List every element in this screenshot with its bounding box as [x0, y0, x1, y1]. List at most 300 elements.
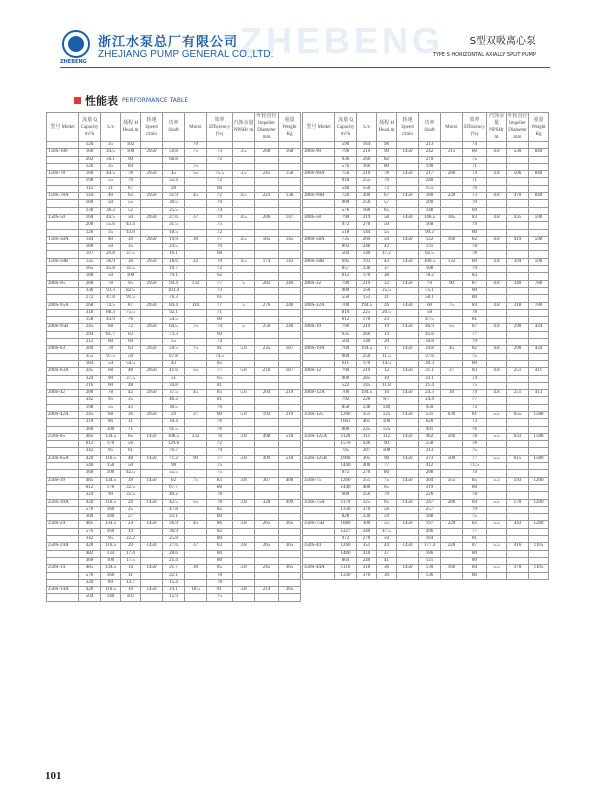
column-header: L/s [101, 113, 121, 142]
table-cell: 310 [357, 565, 377, 572]
table-cell: 30.3 [419, 360, 441, 367]
table-row [303, 236, 549, 243]
table-cell: 125 [377, 426, 397, 433]
table-cell [255, 156, 279, 163]
table-cell: 70 [377, 492, 397, 499]
table-cell: 41 [377, 557, 397, 564]
table-row [47, 455, 301, 462]
table-cell: 81 [463, 536, 487, 543]
table-cell [397, 360, 419, 367]
table-cell: 40 [101, 193, 121, 200]
table-cell [233, 506, 255, 513]
table-cell [487, 200, 507, 207]
model-cell: 300S-58A [303, 236, 335, 243]
table-cell: 108 [377, 448, 397, 455]
table-cell: 80 [463, 572, 487, 579]
table-cell: 1450 [397, 565, 419, 572]
table-cell: 530 [507, 149, 529, 156]
table-row [47, 163, 301, 170]
table-cell [441, 382, 463, 389]
table-cell [255, 142, 279, 149]
table-row [303, 470, 549, 477]
table-cell: 134.5 [101, 565, 121, 572]
table-cell: 37.5 [163, 390, 185, 397]
model-cell: 250S-24 [47, 521, 79, 528]
table-cell: 50 [377, 236, 397, 243]
table-cell: 184 [79, 360, 101, 367]
model-cell: 350S-125 [303, 411, 335, 418]
table-row [303, 368, 549, 375]
table-cell: 1260 [335, 543, 357, 550]
table-cell: 1450 [397, 236, 419, 243]
column-header: 效率 Efficiency (%) [463, 113, 487, 142]
table-cell [255, 273, 279, 280]
table-cell: 160 [441, 565, 463, 572]
table-cell: 522 [335, 382, 357, 389]
table-cell [233, 185, 255, 192]
table-row [47, 543, 301, 550]
table-cell: 206 [419, 528, 441, 535]
table-row [47, 244, 301, 251]
table-cell: 1450 [397, 543, 419, 550]
table-cell: 360 [79, 426, 101, 433]
table-cell: 900 [335, 353, 357, 360]
table-cell: 80 [207, 484, 233, 491]
table-cell: 265 [255, 543, 279, 550]
table-cell: 29.8 [101, 251, 121, 258]
table-cell: 35 [101, 229, 121, 236]
table-cell: 60 [207, 317, 233, 324]
table-cell [279, 572, 301, 579]
table-row [47, 528, 301, 535]
table-cell [141, 251, 163, 258]
table-cell [441, 404, 463, 411]
table-cell: 220 [441, 543, 463, 550]
table-cell: 80 [377, 470, 397, 477]
table-cell [255, 375, 279, 382]
table-cell: 80 [463, 295, 487, 302]
table-cell: 248 [357, 244, 377, 251]
table-cell: 39 [121, 477, 141, 484]
table-cell: 35 [101, 142, 121, 149]
table-cell: 370 [507, 565, 529, 572]
table-cell [507, 382, 529, 389]
table-cell: 576 [79, 506, 101, 513]
table-cell: 50 [121, 463, 141, 470]
table-cell: 282 [255, 280, 279, 287]
table-cell: 21.4 [419, 382, 441, 389]
table-cell: 50 [101, 244, 121, 251]
table-cell: 780 [529, 280, 549, 287]
column-header: 流量 Q Capacity m³/h [79, 113, 101, 142]
table-cell [233, 448, 255, 455]
column-header: L/s [357, 113, 377, 142]
table-cell [185, 594, 207, 601]
table-cell: 55 [377, 521, 397, 528]
table-cell: 5.5 [487, 499, 507, 506]
table-cell [141, 506, 163, 513]
table-cell: 50 [101, 200, 121, 207]
table-row [303, 222, 549, 229]
table-row [47, 207, 301, 214]
table-cell: 367 [255, 477, 279, 484]
table-cell: 8.6 [121, 594, 141, 601]
table-cell: 1450 [141, 543, 163, 550]
table-cell [441, 287, 463, 294]
table-cell: 80 [463, 360, 487, 367]
table-row [303, 448, 549, 455]
table-row [47, 178, 301, 185]
table-cell: 972 [335, 536, 357, 543]
table-cell: 790 [335, 368, 357, 375]
table-cell: 67.8 [163, 353, 185, 360]
table-cell: 1450 [397, 477, 419, 484]
table-cell: 360 [79, 557, 101, 564]
table-cell: 55 [121, 200, 141, 207]
table-cell: 2950 [141, 214, 163, 221]
table-cell: 1588 [529, 433, 549, 440]
table-cell [185, 397, 207, 404]
table-cell: 71 [207, 309, 233, 316]
table-cell [441, 200, 463, 207]
table-cell [233, 375, 255, 382]
table-cell: 132 [185, 433, 207, 440]
table-cell: 74.5 [207, 353, 233, 360]
table-cell: 116.5 [101, 543, 121, 550]
table-cell: 918 [335, 178, 357, 185]
table-cell: 214 [255, 587, 279, 594]
table-cell [141, 360, 163, 367]
table-cell [233, 470, 255, 477]
table-cell [507, 266, 529, 273]
table-cell: 81 [207, 397, 233, 404]
table-cell [141, 382, 163, 389]
table-cell: 170 [357, 273, 377, 280]
table-cell: 153 [357, 295, 377, 302]
table-cell [397, 244, 419, 251]
table-cell: 68 [101, 411, 121, 418]
table-cell: 41.6 [163, 368, 185, 375]
table-cell: 4.8 [487, 214, 507, 221]
table-cell: 36.9 [163, 528, 185, 535]
table-row [303, 324, 549, 331]
model-cell: 300S-58B [303, 258, 335, 265]
model-cell [303, 273, 335, 280]
table-cell: 144 [79, 236, 101, 243]
table-cell [279, 222, 301, 229]
table-cell [233, 309, 255, 316]
table-cell [441, 178, 463, 185]
table-cell: 4.8 [487, 302, 507, 309]
company-logo-icon [62, 30, 90, 58]
table-cell: 140 [357, 339, 377, 346]
table-cell [141, 244, 163, 251]
table-cell [233, 404, 255, 411]
table-cell: 44.5 [101, 214, 121, 221]
table-cell: 76 [207, 419, 233, 426]
table-cell [141, 156, 163, 163]
table-cell [397, 426, 419, 433]
table-cell: 15.9 [163, 594, 185, 601]
table-cell [233, 492, 255, 499]
table-cell [279, 266, 301, 273]
table-cell [141, 557, 163, 564]
table-cell: 31.1 [419, 368, 441, 375]
table-cell: 160 [79, 214, 101, 221]
model-cell [303, 463, 335, 470]
table-cell: 77 [463, 397, 487, 404]
model-cell: 350S-75 [303, 477, 335, 484]
table-cell: 400 [357, 463, 377, 470]
table-cell: 55 [185, 171, 207, 178]
table-cell: 75 [207, 222, 233, 229]
table-row [47, 346, 301, 353]
table-cell [507, 331, 529, 338]
table-cell: 84.4 [163, 302, 185, 309]
table-cell: 100 [101, 426, 121, 433]
table-cell: 204 [255, 390, 279, 397]
table-cell: 219 [357, 324, 377, 331]
table-cell: 82 [463, 346, 487, 353]
table-cell: 434 [529, 346, 549, 353]
table-cell [397, 353, 419, 360]
table-cell: 611 [335, 360, 357, 367]
table-cell: 4.8 [487, 236, 507, 243]
model-cell [47, 463, 79, 470]
table-cell [233, 207, 255, 214]
table-cell: 5.5 [487, 455, 507, 462]
table-cell: 300 [357, 521, 377, 528]
table-cell [441, 470, 463, 477]
table-cell: 72 [377, 185, 397, 192]
table-cell: 1440 [335, 463, 357, 470]
table-cell [185, 178, 207, 185]
table-cell [529, 514, 549, 521]
table-row [303, 419, 549, 426]
table-cell: 90 [185, 455, 207, 462]
table-cell [279, 185, 301, 192]
table-cell [507, 441, 529, 448]
table-cell: 25.8 [163, 536, 185, 543]
table-row [47, 258, 301, 265]
table-cell: 518 [279, 455, 301, 462]
table-cell: 412 [419, 463, 441, 470]
table-cell: 31 [377, 295, 397, 302]
table-cell: 56.1 [101, 156, 121, 163]
table-row [303, 287, 549, 294]
table-cell: 160 [101, 572, 121, 579]
table-cell [207, 163, 233, 170]
table-cell: 235 [255, 346, 279, 353]
table-cell: 78 [121, 171, 141, 178]
table-cell [397, 331, 419, 338]
table-row [303, 185, 549, 192]
table-row [47, 368, 301, 375]
table-cell: 160 [441, 236, 463, 243]
table-cell [507, 514, 529, 521]
table-cell: 160 [101, 528, 121, 535]
table-row [47, 441, 301, 448]
table-cell [487, 550, 507, 557]
table-cell: 36.9 [163, 521, 185, 528]
table-cell: 4.5 [233, 193, 255, 200]
table-row [47, 214, 301, 221]
table-cell: 87 [463, 324, 487, 331]
table-row [47, 375, 301, 382]
table-cell: 43 [121, 404, 141, 411]
table-cell [255, 536, 279, 543]
table-cell [141, 375, 163, 382]
table-cell [185, 528, 207, 535]
table-cell: 78 [463, 251, 487, 258]
table-cell [441, 222, 463, 229]
table-cell: 864 [335, 557, 357, 564]
table-cell [487, 273, 507, 280]
table-cell: 78 [463, 309, 487, 316]
table-cell: 70 [121, 178, 141, 185]
table-cell: 576 [79, 572, 101, 579]
table-cell: 33.1 [419, 375, 441, 382]
model-cell [303, 397, 335, 404]
table-cell: 27.6 [163, 543, 185, 550]
table-cell: 1450 [397, 455, 419, 462]
table-cell [529, 222, 549, 229]
table-cell [279, 229, 301, 236]
table-cell: 840 [529, 171, 549, 178]
table-cell [141, 550, 163, 557]
table-cell: 226 [419, 492, 441, 499]
table-cell [507, 142, 529, 149]
table-cell: 219 [357, 214, 377, 221]
table-cell [279, 251, 301, 258]
table-cell: 48 [121, 368, 141, 375]
table-cell: 5.5 [487, 477, 507, 484]
model-cell [47, 419, 79, 426]
table-cell: 143 [279, 258, 301, 265]
table-row [303, 214, 549, 221]
table-cell: 37.5 [121, 251, 141, 258]
table-cell [233, 382, 255, 389]
table-cell: 17.5 [121, 557, 141, 564]
model-cell [303, 506, 335, 513]
table-cell: 37 [377, 266, 397, 273]
table-cell: 45 [163, 171, 185, 178]
model-cell [47, 506, 79, 513]
table-cell: 695 [335, 258, 357, 265]
table-cell [233, 594, 255, 601]
table-cell: 177.4 [419, 543, 441, 550]
table-cell [233, 266, 255, 273]
table-cell: 33.1 [163, 514, 185, 521]
table-cell [487, 142, 507, 149]
table-cell: 310 [79, 419, 101, 426]
table-cell: 45 [185, 390, 207, 397]
table-cell [397, 484, 419, 491]
table-cell: 491 [419, 426, 441, 433]
table-cell [487, 339, 507, 346]
table-cell: 42 [377, 244, 397, 251]
table-cell: 70 [463, 200, 487, 207]
table-cell [507, 463, 529, 470]
column-header: 功率 Shaft [419, 113, 441, 142]
table-cell: 55.5 [163, 470, 185, 477]
table-cell: 75 [441, 302, 463, 309]
table-cell [141, 142, 163, 149]
table-cell [441, 331, 463, 338]
table-cell: 58 [419, 309, 441, 316]
model-cell: 350S-125B [303, 455, 335, 462]
table-row [303, 455, 549, 462]
table-cell [529, 419, 549, 426]
table-cell: 30 [377, 572, 397, 579]
table-row [47, 185, 301, 192]
table-cell: 31 [101, 185, 121, 192]
table-cell: 342 [79, 536, 101, 543]
table-cell [233, 244, 255, 251]
table-row [303, 514, 549, 521]
table-cell: 87 [463, 543, 487, 550]
table-cell: 170 [101, 484, 121, 491]
table-cell: 78 [101, 346, 121, 353]
table-row [303, 550, 549, 557]
table-cell [141, 200, 163, 207]
table-row [47, 594, 301, 601]
table-cell [141, 331, 163, 338]
model-cell [303, 360, 335, 367]
table-cell: 558 [419, 441, 441, 448]
table-cell: 79 [419, 280, 441, 287]
table-cell: 68.8 [163, 156, 185, 163]
table-cell: 1480 [335, 550, 357, 557]
table-cell: 22.1 [163, 572, 185, 579]
table-cell: 420 [79, 587, 101, 594]
table-cell: 1450 [397, 258, 419, 265]
table-cell: 50 [121, 214, 141, 221]
table-row [47, 463, 301, 470]
table-cell: 82 [207, 506, 233, 513]
table-cell: 108.5 [163, 433, 185, 440]
table-cell: 78 [101, 280, 121, 287]
table-row [303, 492, 549, 499]
table-cell: 4.8 [487, 280, 507, 287]
table-cell [487, 492, 507, 499]
table-cell: 304 [419, 477, 441, 484]
table-cell: 35 [121, 244, 141, 251]
model-cell [303, 550, 335, 557]
table-cell: 27.6 [163, 214, 185, 221]
table-cell: 80 [207, 536, 233, 543]
table-row [303, 331, 549, 338]
table-cell [279, 528, 301, 535]
table-cell [233, 579, 255, 586]
table-cell: 48 [121, 382, 141, 389]
table-row [303, 565, 549, 572]
table-row [303, 463, 549, 470]
table-cell [255, 492, 279, 499]
table-cell: 5.6 [233, 390, 255, 397]
model-cell: 200S-63A [47, 368, 79, 375]
table-cell: 893 [335, 244, 357, 251]
table-cell: 90 [121, 156, 141, 163]
model-cell [47, 404, 79, 411]
table-cell [233, 287, 255, 294]
table-cell: 160 [101, 506, 121, 513]
table-cell [141, 353, 163, 360]
table-cell: 32.5 [121, 484, 141, 491]
table-cell [141, 185, 163, 192]
table-cell: 31.5 [163, 222, 185, 229]
model-cell [47, 163, 79, 170]
